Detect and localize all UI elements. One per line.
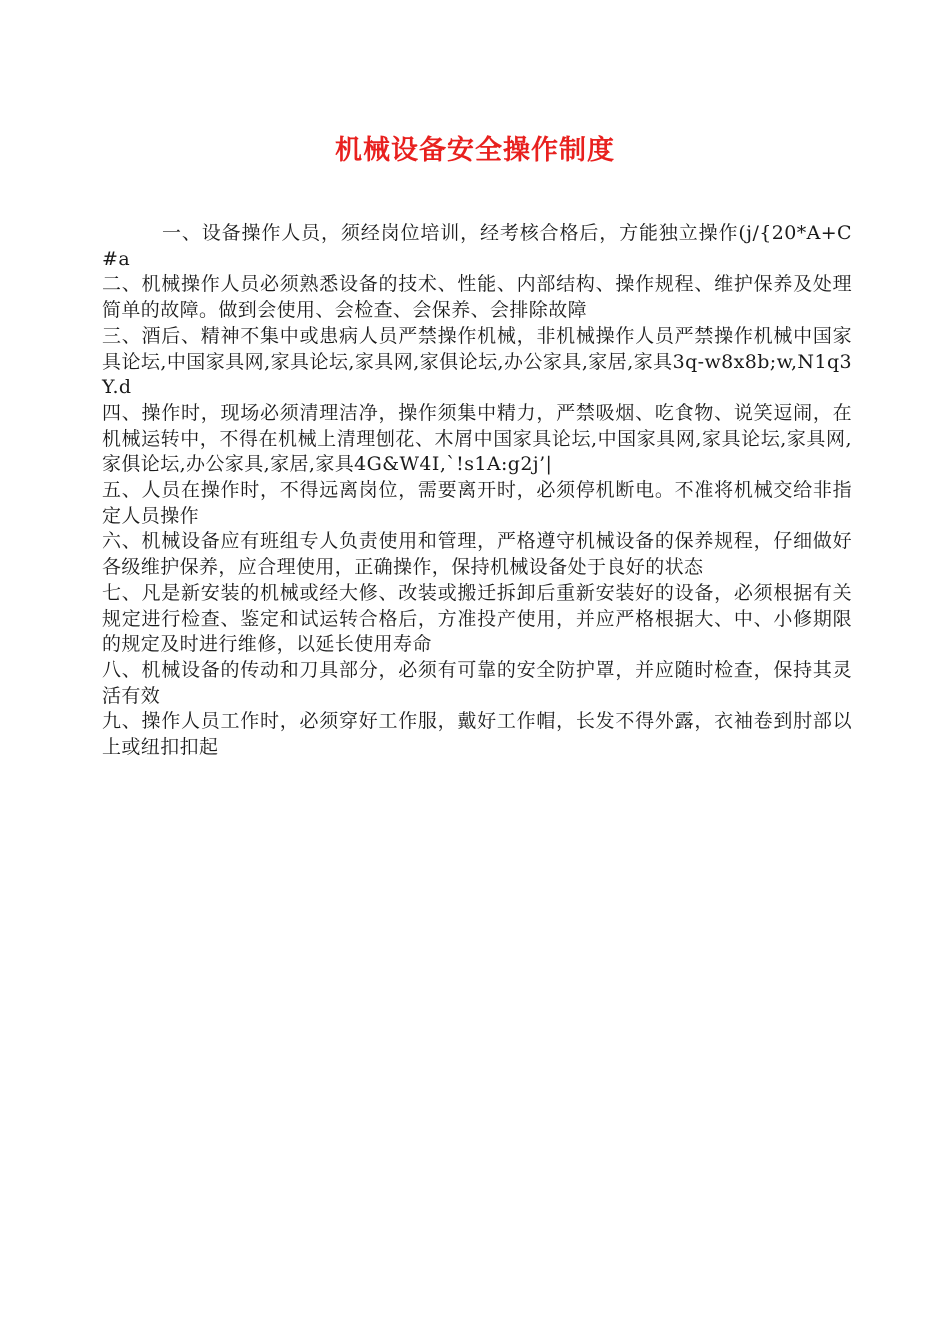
paragraph-7: 七、凡是新安装的机械或经大修、改装或搬迁拆卸后重新安装好的设备，必须根据有关规定进行检查、鉴定和试运转合格后，方准投产使用，并应严格根据大、中、小修期限的规定及时进行维修，以延长使用寿命 bbox=[102, 581, 852, 656]
document-title: 机械设备安全操作制度 bbox=[335, 135, 615, 166]
paragraph-8: 八、机械设备的传动和刀具部分，必须有可靠的安全防护罩，并应随时检查，保持其灵活有效 bbox=[102, 658, 852, 707]
paragraph-9: 九、操作人员工作时，必须穿好工作服，戴好工作帽，长发不得外露，衣袖卷到肘部以上或纽扣扣起 bbox=[102, 710, 852, 759]
paragraph-6: 六、机械设备应有班组专人负责使用和管理，严格遵守机械设备的保养规程，仔细做好各级维护保养，应合理使用，正确操作，保持机械设备处于良好的状态 bbox=[102, 530, 852, 579]
paragraph-3: 三、酒后、精神不集中或患病人员严禁操作机械，非机械操作人员严禁操作机械中国家具论坛,中国家具网,家具论坛,家具网,家俱论坛,办公家具,家居,家具3q-w8x8b;w,N1q3Y.d bbox=[102, 324, 852, 399]
document-body bbox=[102, 221, 852, 761]
paragraph-1: 一、设备操作人员，须经岗位培训，经考核合格后，方能独立操作(j/{20*A+C#a bbox=[102, 222, 852, 270]
paragraph-2: 二、机械操作人员必须熟悉设备的技术、性能、内部结构、操作规程、维护保养及处理简单的故障。做到会使用、会检查、会保养、会排除故障 bbox=[102, 273, 852, 322]
paragraph-5: 五、人员在操作时，不得远离岗位，需要离开时，必须停机断电。不准将机械交给非指定人员操作 bbox=[102, 479, 852, 527]
paragraph-4: 四、操作时，现场必须清理洁净，操作须集中精力，严禁吸烟、吃食物、说笑逗闹，在机械运转中，不得在机械上清理刨花、木屑中国家具论坛,中国家具网,家具论坛,家具网,家俱论坛,办公家具,家居,家具4G&W4I,`!s1A:g2j’| bbox=[102, 401, 852, 476]
